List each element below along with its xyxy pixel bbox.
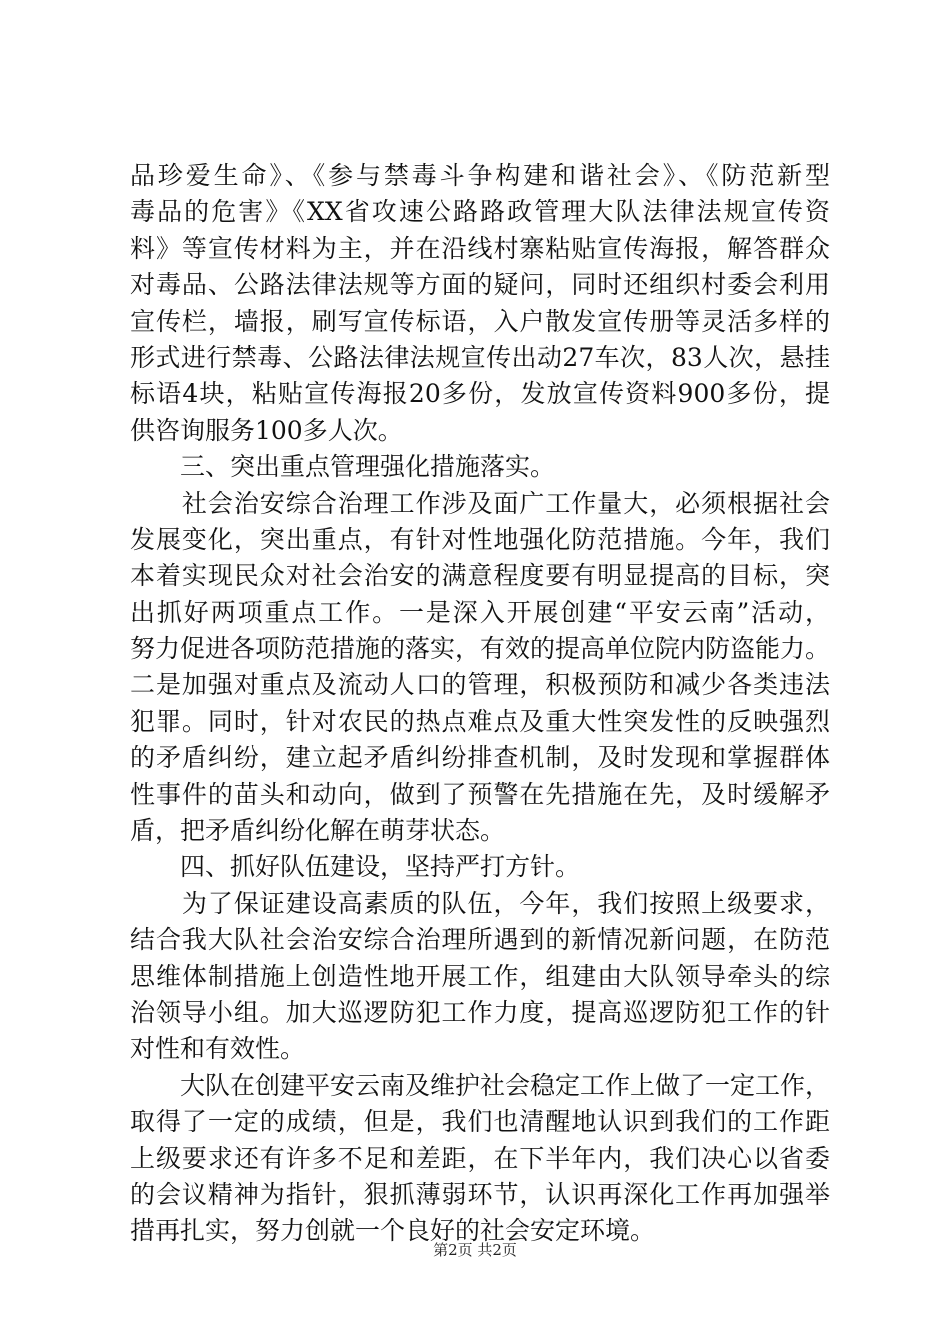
text-line: 二是加强对重点及流动人口的管理，积极预防和减少各类违法: [130, 670, 830, 700]
text-line: 对毒品、公路法律法规等方面的疑问，同时还组织村委会利用: [130, 270, 830, 300]
text-line: 品珍爱生命》、《参与禁毒斗争构建和谐社会》、《防范新型: [130, 161, 830, 190]
text-line: 四、抓好队伍建设，坚持严打方针。: [130, 852, 581, 882]
text-line: 供咨询服务100多人次。: [130, 415, 403, 445]
text-line: 宣传栏，墙报，刷写宣传标语，入户散发宣传册等灵活多样的: [130, 306, 830, 336]
text-line: 努力促进各项防范措施的落实，有效的提高单位院内防盗能力。: [130, 634, 831, 664]
text-line: 措再扎实，努力创就一个良好的社会安定环境。: [130, 1216, 656, 1246]
text-line: 性事件的苗头和动向，做到了预警在先措施在先，及时缓解矛: [130, 779, 830, 809]
text-line: 料》等宣传材料为主，并在沿线村寨粘贴宣传海报，解答群众: [130, 233, 830, 263]
text-line: 治领导小组。加大巡逻防犯工作力度，提高巡逻防犯工作的针: [130, 997, 830, 1027]
text-line: 的矛盾纠纷，建立起矛盾纠纷排查机制，及时发现和掌握群体: [130, 743, 830, 773]
text-line: 三、突出重点管理强化措施落实。: [130, 452, 556, 482]
text-line: 的会议精神为指针，狠抓薄弱环节，认识再深化工作再加强举: [130, 1179, 830, 1209]
text-line: 社会治安综合治理工作涉及面广工作量大，必须根据社会: [130, 488, 830, 518]
text-line: 大队在创建平安云南及维护社会稳定工作上做了一定工作，: [130, 1070, 831, 1100]
text-line: 发展变化，突出重点，有针对性地强化防范措施。今年，我们: [130, 524, 830, 554]
text-line: 犯罪。同时，针对农民的热点难点及重大性突发性的反映强烈: [130, 706, 830, 736]
text-line: 上级要求还有许多不足和差距，在下半年内，我们决心以省委: [130, 1143, 830, 1173]
text-line: 标语4块，粘贴宣传海报20多份，发放宣传资料900多份，提: [130, 379, 830, 409]
text-line: 对性和有效性。: [130, 1034, 306, 1064]
text-line: 取得了一定的成绩，但是，我们也清醒地认识到我们的工作距: [130, 1107, 830, 1137]
text-line: 毒品的危害》《XX省攻速公路路政管理大队法律法规宣传资: [130, 197, 830, 227]
text-line: 盾，把矛盾纠纷化解在萌芽状态。: [130, 816, 506, 846]
text-line: 结合我大队社会治安综合治理所遇到的新情况新问题，在防范: [130, 925, 830, 955]
text-line: 出抓好两项重点工作。一是深入开展创建“平安云南”活动，: [130, 597, 830, 627]
document-body: [130, 158, 830, 1250]
text-line: 本着实现民众对社会治安的满意程度要有明显提高的目标，突: [130, 561, 830, 591]
text-line: 形式进行禁毒、公路法律法规宣传出动27车次，83人次，悬挂: [130, 342, 830, 372]
text-line: 为了保证建设高素质的队伍，今年，我们按照上级要求，: [130, 888, 830, 918]
page-footer: 第2页 共2页: [433, 1241, 517, 1259]
text-line: 思维体制措施上创造性地开展工作，组建由大队领导牵头的综: [130, 961, 830, 991]
